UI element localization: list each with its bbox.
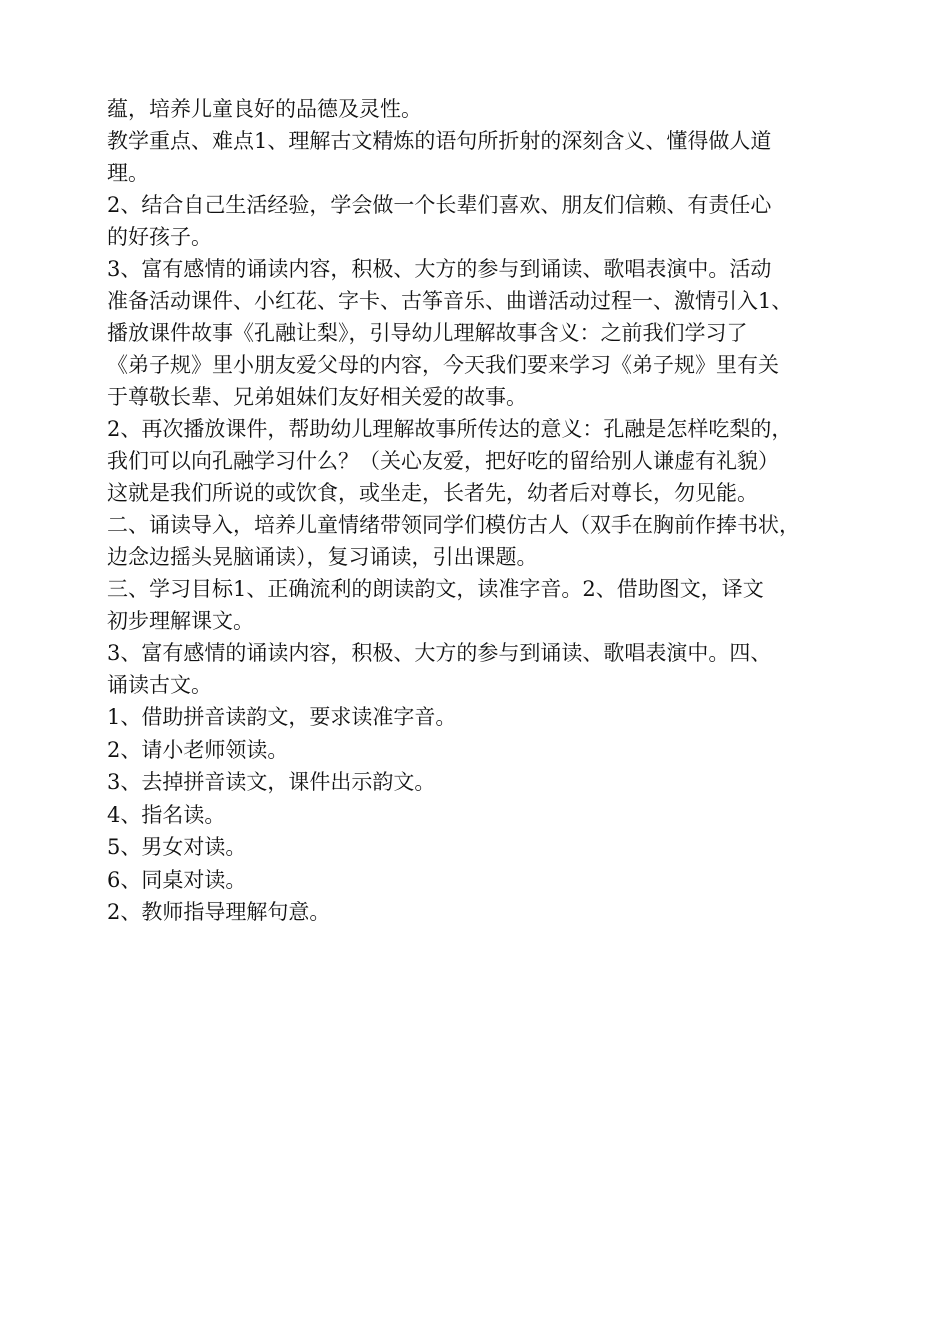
list-item: 2、教师指导理解句意。: [107, 900, 331, 924]
list-item: 1、借助拼音读韵文，要求读准字音。: [107, 705, 457, 729]
list-item: 3、去掉拼音读文，课件出示韵文。: [107, 770, 436, 794]
text-line: 理。: [107, 161, 149, 185]
list-item: 2、请小老师领读。: [107, 737, 289, 762]
list-item: 4、指名读。: [107, 802, 226, 827]
text-line: 边念边摇头晃脑诵读），复习诵读，引出课题。: [107, 545, 538, 569]
text-line: 准备活动课件、小红花、字卡、古筝音乐、曲谱活动过程一、激情引入1、: [107, 289, 793, 313]
text-line: 三、学习目标1、正确流利的朗读韵文，读准字音。2、借助图文，译文: [107, 577, 764, 601]
text-line: 诵读古文。: [107, 673, 212, 697]
text-line: 这就是我们所说的或饮食，或坐走，长者先，幼者后对尊长，勿见能。: [107, 481, 758, 505]
list-item: 6、同桌对读。: [107, 867, 247, 892]
text-line: 蕴，培养儿童良好的品德及灵性。: [107, 97, 422, 121]
text-line: 教学重点、难点1、理解古文精炼的语句所折射的深刻含义、懂得做人道: [107, 129, 772, 153]
text-line: 于尊敬长辈、兄弟姐妹们友好相关爱的故事。: [107, 385, 527, 409]
text-line: 初步理解课文。: [107, 609, 254, 633]
text-line: 的好孩子。: [107, 225, 212, 249]
text-line: 播放课件故事《孔融让梨》，引导幼儿理解故事含义：之前我们学习了: [107, 321, 748, 345]
text-line: 2、再次播放课件，帮助幼儿理解故事所传达的意义：孔融是怎样吃梨的，: [107, 417, 793, 441]
list-item: 5、男女对读。: [107, 835, 247, 859]
text-line: 3、富有感情的诵读内容，积极、大方的参与到诵读、歌唱表演中。四、: [107, 641, 772, 665]
text-line: 3、富有感情的诵读内容，积极、大方的参与到诵读、歌唱表演中。活动: [107, 257, 772, 281]
text-line: 我们可以向孔融学习什么？（关心友爱，把好吃的留给别人谦虚有礼貌）: [107, 449, 779, 473]
text-line: 《弟子规》里小朋友爱父母的内容，今天我们要来学习《弟子规》里有关: [107, 353, 779, 377]
document-body: [107, 93, 877, 929]
text-line: 二、诵读导入，培养儿童情绪带领同学们模仿古人（双手在胸前作捧书状，: [107, 513, 800, 537]
text-line: 2、结合自己生活经验，学会做一个长辈们喜欢、朋友们信赖、有责任心: [107, 193, 772, 217]
